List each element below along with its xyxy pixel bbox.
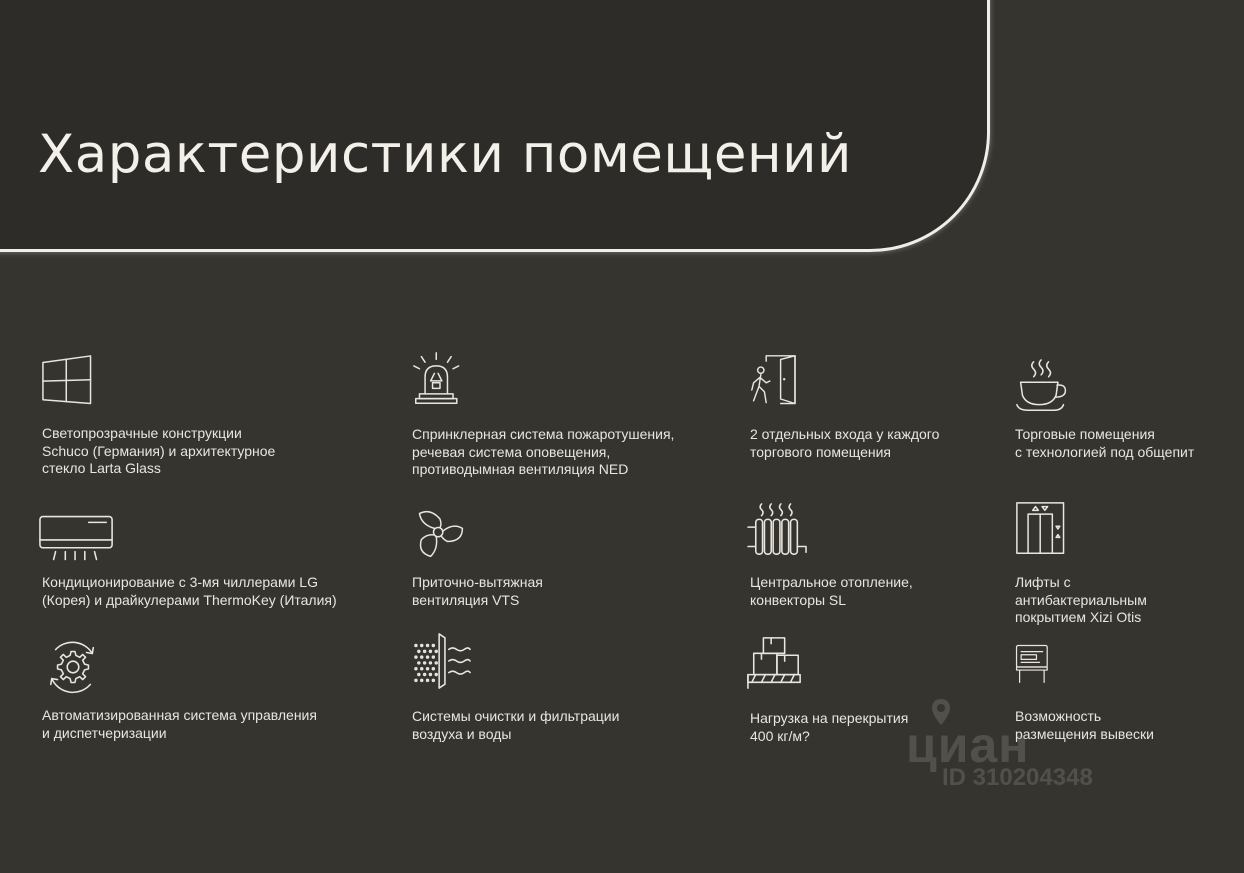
feature-label: Приточно-вытяжная вентиляция VTS	[412, 574, 543, 608]
radiator-icon	[746, 502, 810, 560]
coffee-cup-icon	[1015, 358, 1071, 414]
feature-label: Системы очистки и фильтрации воздуха и воды	[412, 708, 620, 742]
feature-label: Нагрузка на перекрытия 400 кг/м?	[750, 710, 909, 744]
feature-windows	[42, 355, 372, 476]
air-conditioner-icon	[38, 512, 116, 564]
feature-label: Возможность размещения вывески	[1015, 708, 1154, 742]
watermark-brand: циан	[906, 717, 1030, 773]
signboard-icon	[1015, 640, 1061, 694]
feature-label: Светопрозрачные конструкции Schuco (Германия) и архитектурное стекло Larta Glass	[42, 425, 276, 476]
feature-label: Лифты с антибактериальным покрытием Xizi Otis	[1015, 574, 1147, 625]
elevator-icon	[1015, 500, 1071, 558]
feature-sprinkler	[412, 350, 742, 477]
feature-conditioning	[38, 512, 368, 608]
page-title: Характеристики помещений	[38, 124, 852, 185]
window-icon	[42, 355, 98, 411]
fan-icon	[412, 506, 468, 562]
feature-label: Автоматизированная система управления и диспетчеризации	[42, 707, 317, 741]
feature-label: Спринклерная система пожаротушения, речевая система оповещения, противодымная вентиляция NED	[412, 426, 675, 477]
watermark	[906, 698, 1146, 798]
feature-automation	[42, 638, 374, 741]
door-exit-icon	[750, 352, 804, 410]
feature-filtration	[412, 632, 742, 742]
watermark-id: ID 310204348	[942, 764, 1093, 791]
air-filter-icon	[412, 632, 474, 690]
feature-elevators	[1015, 500, 1244, 625]
siren-icon	[412, 350, 468, 408]
floor-load-icon	[746, 634, 804, 692]
feature-ventilation	[412, 506, 742, 608]
gear-icon	[44, 638, 102, 696]
feature-food-court	[1015, 358, 1244, 460]
feature-label: Центральное отопление, конвекторы SL	[750, 574, 913, 608]
feature-signboard	[1015, 640, 1244, 742]
feature-label: Торговые помещения с технологией под общепит	[1015, 426, 1195, 460]
feature-label: Кондиционирование с 3-мя чиллерами LG (Корея) и драйкулерами ThermoKey (Италия)	[42, 574, 337, 608]
feature-label: 2 отдельных входа у каждого торгового помещения	[750, 426, 940, 460]
